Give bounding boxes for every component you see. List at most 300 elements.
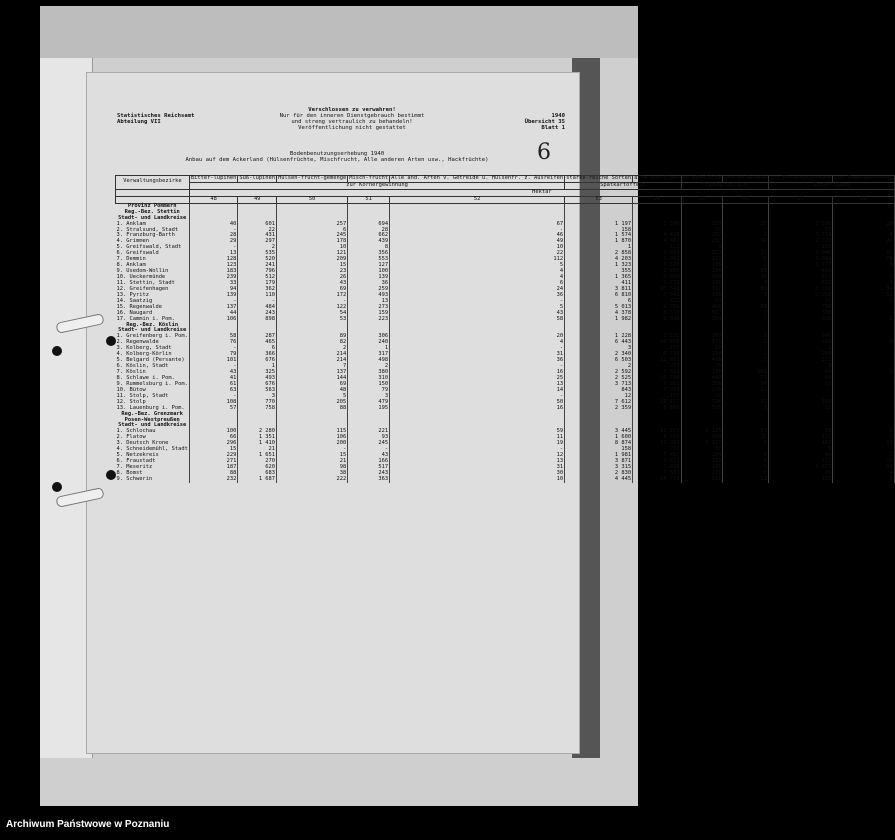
table-cell: 553: [348, 257, 390, 263]
year: 1940: [551, 113, 565, 119]
table-cell: 512: [238, 275, 277, 281]
board-top-strip: [40, 6, 638, 58]
table-cell: 7: [277, 364, 348, 370]
district-name: 17. Cammin i. Pom.: [116, 315, 175, 322]
table-cell: 2: [723, 441, 768, 447]
table-cell: 3: [723, 334, 768, 340]
table-cell: 310: [348, 376, 390, 382]
col-number: 51: [348, 196, 390, 203]
table-cell: 44: [189, 311, 237, 317]
table-cell: 3: [723, 340, 768, 346]
table-cell: -: [768, 388, 833, 394]
table-cell: 67: [390, 222, 565, 228]
district-name: 4. Grimmen: [116, 238, 149, 245]
table-cell: 325: [633, 299, 681, 305]
table-cell: 108: [681, 263, 723, 269]
table-cell: 81: [768, 299, 833, 305]
table-cell: 134: [681, 269, 723, 275]
district-name: 6. Greifswald: [116, 250, 159, 257]
table-cell: 184: [681, 453, 723, 459]
district-name: 13. Lauenburg i. Pom.: [116, 404, 185, 411]
table-cell: 3 384: [768, 257, 833, 263]
statistics-table: [115, 175, 895, 483]
table-cell: 41: [189, 376, 237, 382]
table-cell: 36: [390, 358, 565, 364]
table-cell: 34: [723, 305, 768, 311]
col-header-gewoehnliche: ge-wöhnliche: [682, 175, 722, 181]
table-cell: -: [277, 447, 348, 453]
district-name: 1. Schlochau: [116, 428, 156, 435]
table-cell: 88: [277, 406, 348, 412]
table-cell: 23: [277, 269, 348, 275]
table-cell: 1 651: [238, 453, 277, 459]
col-number: 50: [277, 196, 348, 203]
table-cell: 3: [348, 394, 390, 400]
group-fruehkartoffeln: Frühkartoffeln: [681, 182, 768, 189]
table-cell: 258: [681, 382, 723, 388]
table-cell: 209: [277, 257, 348, 263]
table-cell: -: [833, 245, 894, 251]
table-cell: 8 505: [633, 435, 681, 441]
table-cell: 363: [348, 477, 390, 483]
table-cell: 214: [277, 358, 348, 364]
table-body: [116, 203, 895, 483]
table-cell: 166: [348, 459, 390, 465]
table-cell: 108: [681, 281, 723, 287]
section-heading: Stadt- und Landkreise: [118, 327, 187, 334]
table-cell: 26: [277, 275, 348, 281]
table-cell: 8: [348, 245, 390, 251]
table-cell: 28: [348, 228, 390, 234]
table-cell: 64: [768, 370, 833, 376]
handwritten-number: 6: [537, 140, 551, 165]
table-cell: 205: [277, 400, 348, 406]
table-cell: -: [723, 317, 768, 323]
table-cell: 19: [723, 239, 768, 245]
district-name: 11. Stolp, Stadt: [116, 392, 169, 399]
table-cell: -: [390, 447, 565, 453]
table-cell: 4: [390, 269, 565, 275]
section-heading: Reg.-Bez. Köslin: [126, 321, 179, 328]
col-number: 54: [633, 196, 681, 203]
table-cell: -: [833, 447, 894, 453]
table-cell: -: [633, 228, 681, 234]
table-cell: -: [189, 228, 237, 234]
sheet-number: Blatt 1: [541, 125, 565, 132]
table-cell: 197: [681, 459, 723, 465]
table-cell: -: [189, 364, 237, 370]
table-cell: 2 063: [633, 257, 681, 263]
section-heading: Reg.-Bez. Stettin: [124, 208, 180, 215]
table-cell: 479: [348, 400, 390, 406]
table-cell: 31: [390, 465, 565, 471]
col-header-mischfrucht: Misch-frucht: [349, 175, 389, 181]
table-cell: -: [390, 228, 565, 234]
table-cell: 22: [238, 228, 277, 234]
table-cell: 11: [390, 435, 565, 441]
table-cell: 2: [277, 346, 348, 352]
table-cell: 76: [189, 340, 237, 346]
table-cell: -: [833, 394, 894, 400]
table-cell: 15: [277, 263, 348, 269]
district-name: 6. Köslin, Stadt: [116, 363, 169, 370]
table-cell: 9: [723, 257, 768, 263]
table-cell: 44: [768, 453, 833, 459]
table-cell: -: [723, 447, 768, 453]
table-cell: 15: [768, 406, 833, 412]
issuer-name: Statistisches Reichsamt: [117, 113, 195, 119]
table-cell: 137: [277, 370, 348, 376]
table-cell: 234: [681, 352, 723, 358]
table-subtitle: [107, 151, 567, 163]
table-cell: 157: [633, 346, 681, 352]
table-cell: 4 445: [565, 477, 633, 483]
notice-line-2: Nur für den inneren Dienstgebrauch bestimmt: [279, 113, 425, 120]
table-cell: 4: [723, 281, 768, 287]
district-name: 12. Stolp: [116, 398, 146, 405]
table-cell: 676: [238, 358, 277, 364]
table-cell: 61: [189, 382, 237, 388]
table-cell: 14 713: [633, 477, 681, 483]
table-cell: 24: [833, 239, 894, 245]
table-cell: 329: [681, 222, 723, 228]
table-cell: 9 760: [633, 305, 681, 311]
table-cell: 843: [565, 388, 633, 394]
district-name: 14. Saatzig: [116, 297, 153, 304]
table-cell: -: [390, 364, 565, 370]
table-cell: 15 157: [633, 400, 681, 406]
table-cell: 158: [565, 447, 633, 453]
table-cell: 6 049: [633, 317, 681, 323]
table-cell: 356: [348, 251, 390, 257]
issuer-block: [117, 113, 197, 125]
table-cell: 493: [238, 376, 277, 382]
table-cell: 38: [277, 471, 348, 477]
table-cell: 296: [189, 441, 237, 447]
table-cell: 22: [390, 251, 565, 257]
table-cell: 144: [277, 376, 348, 382]
table-cell: 439: [348, 239, 390, 245]
table-cell: 13: [189, 251, 237, 257]
table-cell: -: [723, 245, 768, 251]
punch-hole-2: [106, 336, 116, 346]
table-cell: 183: [768, 477, 833, 483]
table-cell: 10 789: [633, 376, 681, 382]
table-cell: 102: [768, 245, 833, 251]
table-cell: 1 981: [565, 453, 633, 459]
table-cell: 2 723: [768, 239, 833, 245]
table-cell: 188: [681, 293, 723, 299]
table-cell: 7 583: [633, 471, 681, 477]
table-cell: 20: [833, 459, 894, 465]
table-cell: 6: [723, 471, 768, 477]
table-cell: 204: [633, 364, 681, 370]
table-cell: 106: [723, 370, 768, 376]
section-heading: Posen-Westpreußen: [124, 416, 180, 423]
table-cell: 1 873: [768, 465, 833, 471]
table-cell: 2: [833, 317, 894, 323]
table-cell: 14: [390, 388, 565, 394]
table-cell: 2 280: [238, 429, 277, 435]
table-cell: 243: [238, 311, 277, 317]
table-cell: 122: [277, 305, 348, 311]
table-cell: 232: [681, 239, 723, 245]
table-cell: 6 443: [565, 340, 633, 346]
table-cell: 726: [681, 400, 723, 406]
table-cell: 380: [348, 370, 390, 376]
table-cell: 4: [723, 459, 768, 465]
table-cell: 115: [768, 435, 833, 441]
table-cell: 121: [633, 245, 681, 251]
table-cell: 46: [390, 233, 565, 239]
table-cell: 21: [277, 459, 348, 465]
table-cell: 1 197: [565, 222, 633, 228]
table-cell: 36: [390, 293, 565, 299]
table-cell: 683: [238, 471, 277, 477]
table-cell: 8 899: [633, 406, 681, 412]
table-cell: -: [189, 346, 237, 352]
district-name: 5. Netzekreis: [116, 452, 159, 459]
table-cell: 106: [277, 435, 348, 441]
table-cell: 317: [348, 352, 390, 358]
table-cell: 195: [348, 406, 390, 412]
table-cell: -: [768, 394, 833, 400]
table-cell: 389: [768, 340, 833, 346]
table-cell: 223: [348, 317, 390, 323]
table-cell: 57: [189, 406, 237, 412]
table-cell: 7 818: [633, 465, 681, 471]
table-cell: 10: [390, 477, 565, 483]
district-name: 8. Anklam: [116, 262, 146, 269]
table-cell: 6 810: [565, 293, 633, 299]
table-cell: 239: [189, 275, 237, 281]
table-cell: 11 873: [633, 358, 681, 364]
table-cell: 2: [833, 299, 894, 305]
district-name: 10. Bütow: [116, 386, 146, 393]
table-cell: 229: [189, 453, 237, 459]
table-cell: 89: [277, 334, 348, 340]
table-cell: 48: [277, 388, 348, 394]
table-cell: 13: [348, 299, 390, 305]
district-name: 2. Flatow: [116, 434, 146, 441]
table-cell: 24: [833, 465, 894, 471]
table-subgroup-row: [116, 182, 895, 189]
notice-line-1: Verschlossen zu verwahren!: [308, 107, 396, 113]
section-heading: Provinz Pommern: [127, 202, 177, 209]
table-cell: 16: [390, 406, 565, 412]
table-cell: 5 482: [633, 453, 681, 459]
table-cell: 2: [723, 352, 768, 358]
table-cell: 498: [348, 358, 390, 364]
table-cell: 232: [189, 477, 237, 483]
table-cell: 3: [723, 293, 768, 299]
table-cell: 840: [768, 334, 833, 340]
table-cell: 297: [238, 239, 277, 245]
table-cell: 31: [681, 394, 723, 400]
district-name: 3. Deutsch Krone: [116, 440, 169, 447]
table-cell: 29: [189, 239, 237, 245]
table-cell: 467: [768, 441, 833, 447]
table-cell: 88: [189, 471, 237, 477]
table-cell: 1 600: [565, 435, 633, 441]
table-cell: 2 858: [565, 251, 633, 257]
section-heading: Stadt- und Landkreise: [118, 214, 187, 221]
table-cell: 1: [723, 406, 768, 412]
table-cell: 25: [723, 222, 768, 228]
district-name: 6. Fraustadt: [116, 458, 156, 465]
col-header-vorgekeimte: vor-ge-keimte: [724, 175, 767, 181]
unit-hektar: Hektar: [189, 189, 894, 196]
table-cell: 2: [565, 364, 633, 370]
table-cell: 12: [723, 477, 768, 483]
table-cell: 8 874: [565, 441, 633, 447]
table-cell: 271: [189, 459, 237, 465]
table-cell: 297: [681, 334, 723, 340]
table-cell: 338: [681, 370, 723, 376]
table-cell: 11 071: [633, 429, 681, 435]
table-cell: -: [833, 358, 894, 364]
table-cell: 19: [390, 441, 565, 447]
table-cell: 43: [390, 311, 565, 317]
table-cell: 79: [348, 388, 390, 394]
table-cell: 758: [238, 406, 277, 412]
table-cell: 98: [277, 465, 348, 471]
table-cell: 139: [189, 293, 237, 299]
table-cell: 411: [565, 281, 633, 287]
table-cell: 106: [189, 317, 237, 323]
table-cell: 517: [681, 251, 723, 257]
table-cell: 676: [238, 382, 277, 388]
table-cell: 1 228: [565, 334, 633, 340]
table-cell: 662: [348, 233, 390, 239]
district-name: 15. Regenwalde: [116, 303, 162, 310]
table-cell: 66: [189, 435, 237, 441]
reference-block: [505, 113, 565, 131]
table-cell: 287: [238, 334, 277, 340]
table-cell: 3: [833, 477, 894, 483]
table-cell: 2: [723, 233, 768, 239]
table-cell: 159: [348, 311, 390, 317]
punch-hole-4: [52, 482, 62, 492]
table-cell: 355: [565, 269, 633, 275]
table-cell: 16: [768, 382, 833, 388]
table-cell: 2 592: [565, 370, 633, 376]
table-cell: 12: [390, 453, 565, 459]
table-cell: 10: [390, 245, 565, 251]
district-name: 9. Schwerin: [116, 475, 153, 482]
table-cell: -: [723, 346, 768, 352]
table-cell: -: [723, 228, 768, 234]
table-cell: 553: [768, 275, 833, 281]
table-cell: 31: [681, 228, 723, 234]
table-cell: 11 915: [633, 441, 681, 447]
table-cell: -: [833, 376, 894, 382]
table-cell: 3 811: [565, 287, 633, 293]
table-cell: 31: [723, 400, 768, 406]
table-cell: 43: [189, 370, 237, 376]
table-cell: 926: [768, 317, 833, 323]
table-cell: 7 612: [565, 400, 633, 406]
table-cell: 25: [681, 364, 723, 370]
table-cell: 214: [277, 352, 348, 358]
table-unit-row: [116, 189, 895, 196]
table-cell: 30: [390, 471, 565, 477]
table-cell: 90: [723, 287, 768, 293]
punch-hole-1: [52, 346, 62, 356]
table-cell: 5: [277, 394, 348, 400]
table-cell: 13: [723, 388, 768, 394]
col-number: 55: [681, 196, 723, 203]
col-number: 49: [238, 196, 277, 203]
table-cell: 77: [723, 376, 768, 382]
table-cell: 36: [348, 281, 390, 287]
table-cell: 25: [723, 435, 768, 441]
table-cell: 431: [238, 233, 277, 239]
table-cell: 33: [189, 281, 237, 287]
table-cell: 3 445: [565, 429, 633, 435]
col-number: 58: [833, 196, 894, 203]
table-cell: 240: [348, 340, 390, 346]
table-cell: 110: [238, 293, 277, 299]
table-cell: 815: [768, 281, 833, 287]
table-cell: 21: [238, 447, 277, 453]
table-cell: -: [833, 352, 894, 358]
district-name: 9. Usedom-Wollin: [116, 268, 169, 275]
district-name: 9. Rummelsburg i. Pom.: [116, 380, 188, 387]
table-cell: 6: [277, 228, 348, 234]
table-cell: 308: [681, 275, 723, 281]
table-cell: 288: [681, 465, 723, 471]
col-header-sonstige: alle sonstigen: [634, 175, 680, 181]
table-cell: -: [189, 394, 237, 400]
table-cell: 150: [348, 382, 390, 388]
table-cell: 1: [768, 346, 833, 352]
table-cell: 1 733: [633, 281, 681, 287]
table-cell: 3: [833, 281, 894, 287]
table-cell: 1 982: [565, 317, 633, 323]
table-cell: 16: [833, 251, 894, 257]
table-cell: 5 013: [565, 305, 633, 311]
table-cell: 484: [238, 305, 277, 311]
table-cell: 362: [238, 287, 277, 293]
table-cell: 1 574: [565, 233, 633, 239]
overview-number: Übersicht 35: [524, 119, 565, 126]
col-number: 53: [565, 196, 633, 203]
table-cell: 9: [681, 245, 723, 251]
table-cell: 4: [723, 453, 768, 459]
table-cell: 58: [189, 334, 237, 340]
table-cell: 667: [681, 311, 723, 317]
table-cell: 93: [348, 435, 390, 441]
table-cell: 43: [348, 453, 390, 459]
subtitle-line-2: Anbau auf dem Ackerland (Hülsenfrüchte, Mischfrucht, Alle anderen Arten usw., Hackfrüchte): [185, 157, 489, 164]
table-cell: -: [390, 299, 565, 305]
table-cell: -: [723, 394, 768, 400]
archive-credit: Archiwum Państwowe w Poznaniu: [6, 819, 170, 830]
table-cell: 257: [277, 222, 348, 228]
table-cell: 115: [277, 429, 348, 435]
table-cell: 31: [390, 352, 565, 358]
table-cell: 94: [189, 287, 237, 293]
table-cell: 7 014: [633, 370, 681, 376]
table-cell: -: [833, 334, 894, 340]
table-cell: 1 687: [238, 477, 277, 483]
table-cell: 1: [348, 346, 390, 352]
table-cell: 2 525: [565, 376, 633, 382]
district-name: 2. Regenwalde: [116, 339, 159, 346]
table-cell: 9: [833, 263, 894, 269]
table-cell: 20: [390, 334, 565, 340]
